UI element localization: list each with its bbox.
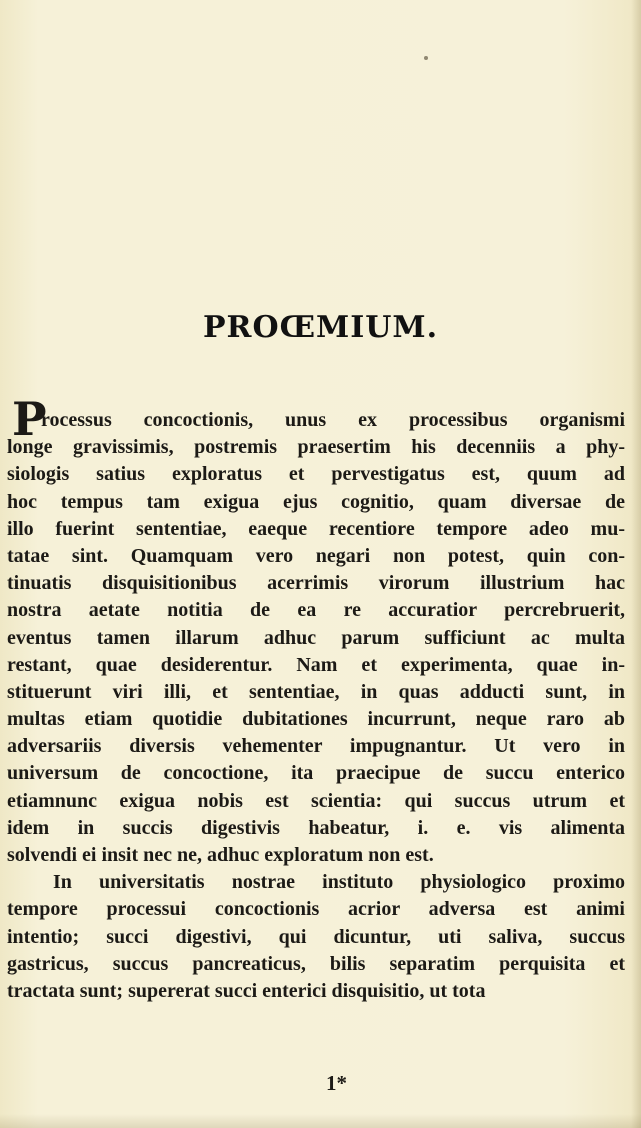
- text-line: siologis satius exploratus et pervestigatus est, quum ad: [7, 463, 625, 486]
- text-line: In universitatis nostrae instituto physiologico proximo: [53, 871, 625, 894]
- text-line: multas etiam quotidie dubitationes incurrunt, neque raro ab: [7, 708, 625, 731]
- text-line: tatae sint. Quamquam vero negari non potest, quin con-: [7, 544, 625, 567]
- paper-speck: [424, 56, 428, 60]
- text-line: illo fuerint sententiae, eaeque recentiore tempore adeo mu-: [7, 517, 625, 540]
- text-line: etiamnunc exigua nobis est scientia: qui succus utrum et: [7, 789, 625, 812]
- text-line: hoc tempus tam exigua ejus cognitio, quam diversae de: [7, 490, 625, 513]
- drop-cap: P: [12, 392, 47, 446]
- text-line: longe gravissimis, postremis praesertim his decenniis a phy-: [7, 436, 625, 459]
- text-line: tractata sunt; supererat succi enterici disquisitio, ut tota: [7, 979, 486, 1002]
- page-edge-shadow-right: [631, 0, 641, 1128]
- text-line: solvendi ei insit nec ne, adhuc exploratum non est.: [7, 844, 434, 866]
- paragraph-1: [7, 392, 625, 869]
- text-line: idem in succis digestivis habeatur, i. e. vis alimenta: [7, 816, 625, 839]
- page-edge-shadow-bottom: [0, 1114, 641, 1128]
- signature-mark: 1*: [326, 1071, 347, 1095]
- paragraph-2: [7, 869, 625, 1005]
- text-line: tinuatis disquisitionibus acerrimis virorum illustrium hac: [7, 572, 625, 595]
- text-line: adversariis diversis vehementer impugnantur. Ut vero in: [7, 735, 625, 758]
- page-title: PROŒMIUM.: [202, 310, 439, 345]
- text-line: universum de concoctione, ita praecipue de succu enterico: [7, 762, 625, 785]
- text-line: intentio; succi digestivi, qui dicuntur, uti saliva, succus: [7, 925, 625, 948]
- text-line: stituerunt viri illi, et sententiae, in quas adducti sunt, in: [7, 680, 625, 703]
- text-line: gastricus, succus pancreaticus, bilis separatim perquisita et: [7, 952, 625, 975]
- body-text: [7, 392, 625, 1005]
- text-line: rocessus concoctionis, unus ex processibus organismi: [41, 409, 625, 431]
- text-line: restant, quae desiderentur. Nam et experimenta, quae in-: [7, 653, 625, 676]
- text-line: eventus tamen illarum adhuc parum sufficiunt ac multa: [7, 626, 625, 649]
- text-line: tempore processui concoctionis acrior adversa est animi: [7, 898, 625, 921]
- text-line: nostra aetate notitia de ea re accuratior percrebruerit,: [7, 599, 625, 622]
